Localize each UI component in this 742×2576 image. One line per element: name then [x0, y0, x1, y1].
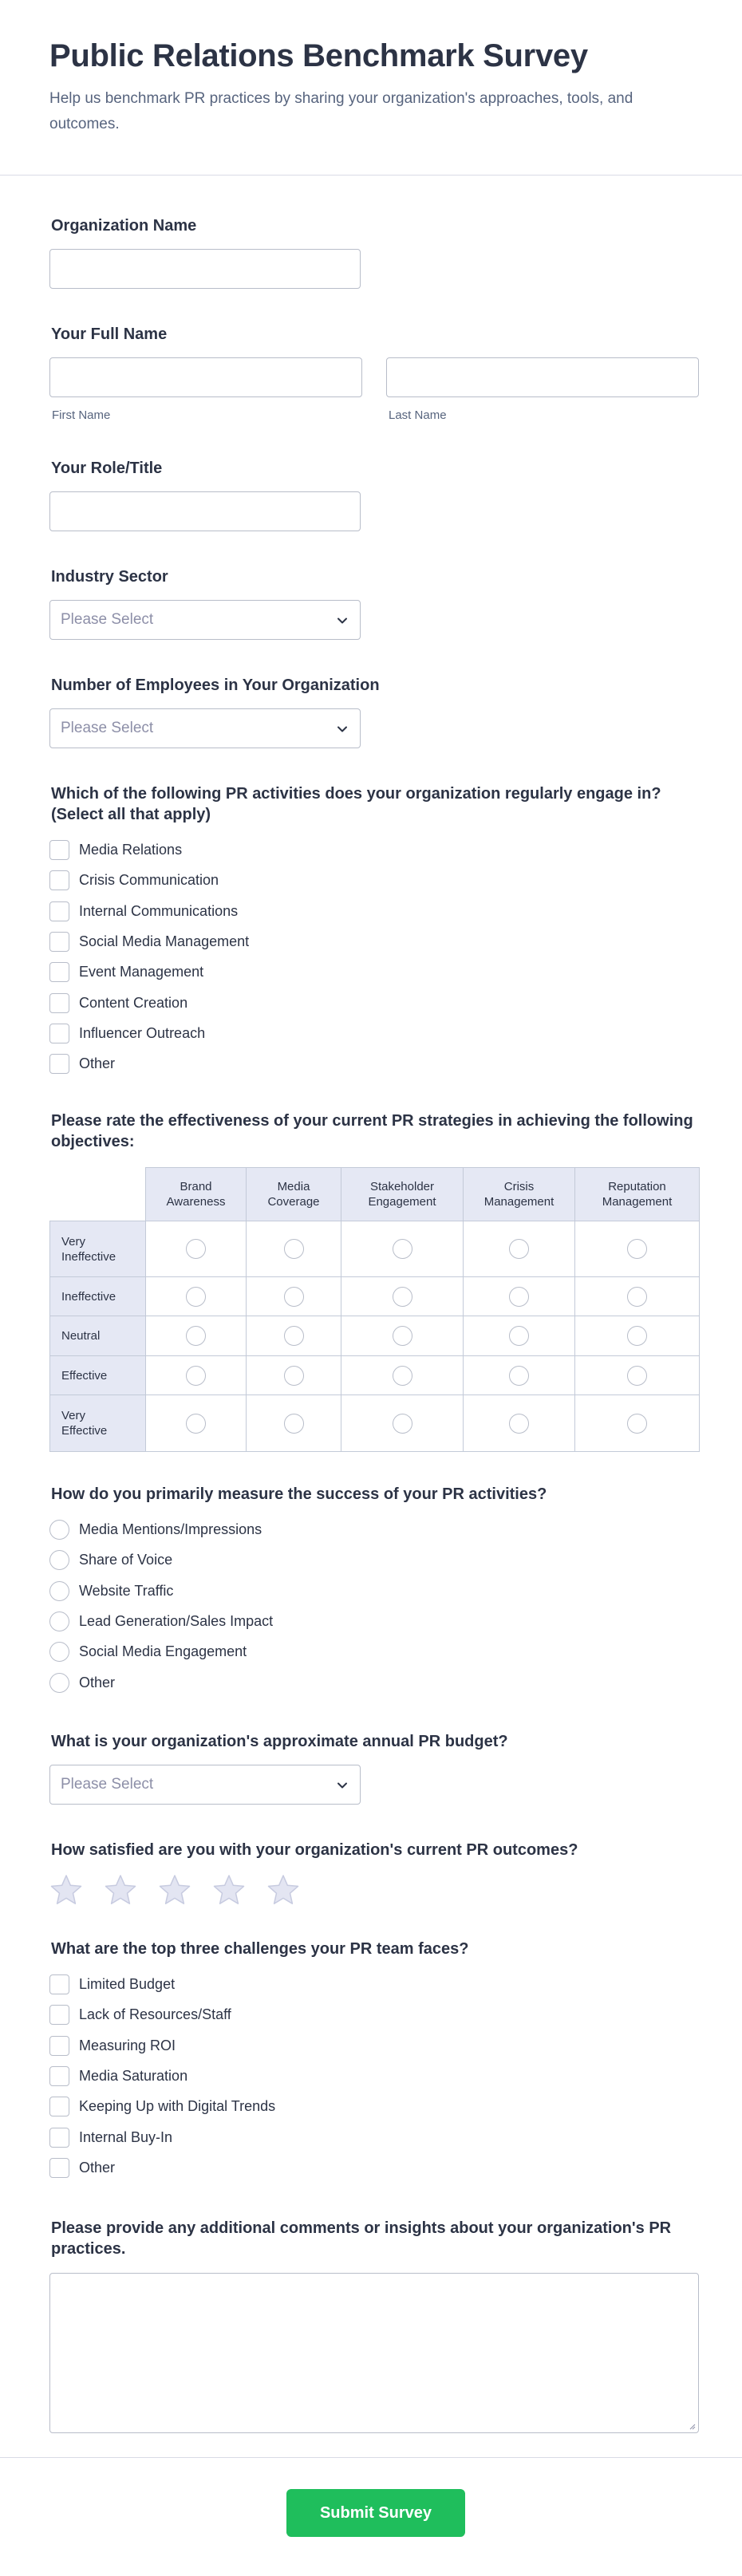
matrix-radio-button[interactable] [393, 1366, 412, 1386]
first-name-sublabel: First Name [52, 408, 111, 422]
matrix-radio-button[interactable] [186, 1326, 206, 1346]
matrix-radio-button[interactable] [186, 1239, 206, 1259]
employees-placeholder: Please Select [61, 720, 154, 736]
option-label: Media Saturation [79, 2067, 188, 2084]
matrix-radio-button[interactable] [186, 1366, 206, 1386]
matrix-radio-button[interactable] [627, 1414, 647, 1434]
matrix-column-header [246, 1167, 341, 1221]
star-icon[interactable] [212, 1873, 246, 1907]
header-line1: Reputation [608, 1180, 666, 1193]
matrix-radio-button[interactable] [627, 1366, 647, 1386]
matrix-cell [145, 1395, 247, 1452]
radio-button[interactable] [49, 1642, 69, 1662]
checkbox[interactable] [49, 870, 69, 890]
option-label: Event Management [79, 964, 204, 980]
form-description: Help us benchmark PR practices by sharing your organization's approaches, tools, and outcomes. [49, 90, 633, 132]
matrix-column-header [145, 1167, 247, 1221]
last-name-input[interactable] [386, 357, 699, 397]
matrix-cell [463, 1355, 575, 1395]
matrix-radio-button[interactable] [509, 1366, 529, 1386]
row-line1: Very [61, 1409, 86, 1422]
effectiveness-label-line1: Please rate the effectiveness of your current PR strategies in achieving the following [51, 1112, 693, 1130]
matrix-cell [246, 1355, 341, 1395]
matrix-radio-button[interactable] [284, 1287, 304, 1307]
checkbox[interactable] [49, 2005, 69, 2025]
matrix-cell [145, 1355, 247, 1395]
matrix-radio-button[interactable] [284, 1326, 304, 1346]
matrix-radio-button[interactable] [393, 1287, 412, 1307]
checkbox[interactable] [49, 840, 69, 860]
matrix-radio-button[interactable] [393, 1326, 412, 1346]
checkbox[interactable] [49, 2036, 69, 2056]
header-line1: Stakeholder [369, 1180, 435, 1193]
matrix-cell [574, 1276, 700, 1316]
radio-button[interactable] [49, 1581, 69, 1601]
matrix-radio-button[interactable] [509, 1414, 529, 1434]
org-name-input[interactable] [49, 249, 361, 289]
option-label: Other [79, 1674, 116, 1690]
footer-divider [0, 2457, 742, 2458]
industry-label: Industry Sector [51, 568, 168, 586]
header-line2: Awareness [166, 1195, 226, 1209]
option-label: Other [79, 1055, 116, 1072]
option-label: Other [79, 2159, 116, 2176]
row-line2: Ineffective [61, 1249, 116, 1264]
row-line1: Very [61, 1234, 86, 1249]
chevron-down-icon [335, 722, 349, 736]
row-line1: Neutral [61, 1329, 101, 1343]
industry-placeholder: Please Select [61, 611, 154, 628]
first-name-input[interactable] [49, 357, 362, 397]
matrix-cell [341, 1316, 464, 1356]
activities-label-line1: Which of the following PR activities does your organization regularly engage in? [51, 785, 661, 803]
matrix-cell [463, 1276, 575, 1316]
row-line2: Effective [61, 1424, 108, 1438]
checkbox[interactable] [49, 962, 69, 982]
matrix-cell [574, 1355, 700, 1395]
measure-label: How do you primarily measure the success of your PR activities? [51, 1485, 547, 1503]
option-label: Social Media Engagement [79, 1643, 247, 1660]
option-label: Media Relations [79, 842, 183, 858]
form-header [0, 0, 742, 176]
header-line2: Engagement [368, 1195, 436, 1209]
matrix-column-header [463, 1167, 575, 1221]
matrix-radio-button[interactable] [627, 1287, 647, 1307]
role-input[interactable] [49, 491, 361, 531]
matrix-cell [341, 1355, 464, 1395]
matrix-cell [145, 1276, 247, 1316]
radio-button[interactable] [49, 1520, 69, 1540]
submit-button[interactable]: Submit Survey [286, 2489, 465, 2537]
checkbox[interactable] [49, 993, 69, 1013]
matrix-row-header [49, 1276, 146, 1316]
option-label: Influencer Outreach [79, 1024, 206, 1041]
resize-handle-icon[interactable] [688, 2422, 696, 2430]
option-label: Measuring ROI [79, 2037, 176, 2053]
matrix-radio-button[interactable] [393, 1239, 412, 1259]
matrix-cell [574, 1221, 700, 1277]
matrix-radio-button[interactable] [284, 1366, 304, 1386]
matrix-radio-button[interactable] [393, 1414, 412, 1434]
budget-placeholder: Please Select [61, 1776, 154, 1793]
budget-label: What is your organization's approximate annual PR budget? [51, 1733, 508, 1750]
matrix-radio-button[interactable] [186, 1414, 206, 1434]
activities-label [51, 783, 661, 825]
checkbox[interactable] [49, 1054, 69, 1074]
effectiveness-matrix [49, 1167, 699, 1451]
matrix-cell [341, 1395, 464, 1452]
header-line2: Management [602, 1195, 673, 1209]
row-line1: Ineffective [61, 1289, 116, 1304]
matrix-radio-button[interactable] [509, 1239, 529, 1259]
matrix-row-header [49, 1316, 146, 1356]
checkbox[interactable] [49, 2128, 69, 2148]
matrix-cell [246, 1316, 341, 1356]
matrix-row-header [49, 1355, 146, 1395]
option-label: Internal Communications [79, 902, 239, 919]
challenges-label: What are the top three challenges your PR team faces? [51, 1940, 469, 1958]
role-label: Your Role/Title [51, 460, 163, 477]
industry-select[interactable] [49, 600, 361, 640]
matrix-cell [246, 1276, 341, 1316]
radio-button[interactable] [49, 1550, 69, 1570]
option-label: Keeping Up with Digital Trends [79, 2098, 276, 2115]
matrix-cell [246, 1395, 341, 1452]
option-label: Content Creation [79, 994, 188, 1011]
option-label: Website Traffic [79, 1582, 174, 1599]
option-label: Lack of Resources/Staff [79, 2006, 231, 2023]
header-line2: Coverage [267, 1195, 320, 1209]
chevron-down-icon [335, 1778, 349, 1793]
radio-button[interactable] [49, 1611, 69, 1631]
comments-label-line2: practices. [51, 2240, 126, 2258]
radio-button[interactable] [49, 1673, 69, 1693]
budget-select[interactable] [49, 1765, 361, 1805]
matrix-radio-button[interactable] [627, 1326, 647, 1346]
option-label: Media Mentions/Impressions [79, 1521, 262, 1537]
last-name-sublabel: Last Name [389, 408, 447, 422]
star-icon[interactable] [104, 1873, 137, 1907]
matrix-row-header [49, 1221, 146, 1277]
comments-label-line1: Please provide any additional comments or insights about your organization's PR [51, 2219, 672, 2237]
option-label: Crisis Communication [79, 872, 219, 889]
checkbox[interactable] [49, 2158, 69, 2178]
matrix-cell [463, 1316, 575, 1356]
header-line1: Media [277, 1180, 310, 1193]
matrix-radio-button[interactable] [509, 1326, 529, 1346]
matrix-column-header [574, 1167, 700, 1221]
option-label: Lead Generation/Sales Impact [79, 1612, 274, 1629]
matrix-cell [463, 1221, 575, 1277]
header-line1: Crisis [503, 1180, 535, 1193]
matrix-cell [574, 1395, 700, 1452]
activities-label-line2: (Select all that apply) [51, 806, 211, 823]
checkbox[interactable] [49, 932, 69, 952]
option-label: Limited Budget [79, 1976, 176, 1992]
comments-label [51, 2218, 671, 2259]
option-label: Share of Voice [79, 1552, 173, 1568]
header-line2: Management [483, 1195, 555, 1209]
form-title: Public Relations Benchmark Survey [49, 38, 588, 73]
checkbox[interactable] [49, 1974, 69, 1994]
checkbox[interactable] [49, 1024, 69, 1043]
matrix-column-header [341, 1167, 464, 1221]
matrix-cell [574, 1316, 700, 1356]
full-name-label: Your Full Name [51, 325, 168, 343]
matrix-row-header [49, 1395, 146, 1452]
comments-textarea[interactable] [49, 2273, 699, 2433]
matrix-radio-button[interactable] [509, 1287, 529, 1307]
option-label: Social Media Management [79, 933, 250, 949]
matrix-cell [246, 1221, 341, 1277]
matrix-cell [341, 1276, 464, 1316]
checkbox[interactable] [49, 2097, 69, 2116]
matrix-cell [145, 1221, 247, 1277]
matrix-cell [463, 1395, 575, 1452]
header-line1: Brand [180, 1180, 212, 1193]
checkbox[interactable] [49, 901, 69, 921]
star-icon[interactable] [266, 1873, 300, 1907]
matrix-radio-button[interactable] [186, 1287, 206, 1307]
employees-label: Number of Employees in Your Organization [51, 677, 380, 694]
option-label: Internal Buy-In [79, 2128, 173, 2145]
star-icon[interactable] [49, 1873, 83, 1907]
employees-select[interactable] [49, 708, 361, 748]
org-name-label: Organization Name [51, 217, 197, 235]
matrix-radio-button[interactable] [627, 1239, 647, 1259]
row-line1: Effective [61, 1368, 108, 1383]
satisfaction-label: How satisfied are you with your organization's current PR outcomes? [51, 1841, 578, 1859]
star-icon[interactable] [158, 1873, 191, 1907]
matrix-cell [341, 1221, 464, 1277]
checkbox[interactable] [49, 2066, 69, 2086]
effectiveness-label-line2: objectives: [51, 1133, 135, 1150]
matrix-radio-button[interactable] [284, 1414, 304, 1434]
effectiveness-label [51, 1110, 693, 1152]
chevron-down-icon [335, 613, 349, 628]
matrix-radio-button[interactable] [284, 1239, 304, 1259]
matrix-cell [145, 1316, 247, 1356]
